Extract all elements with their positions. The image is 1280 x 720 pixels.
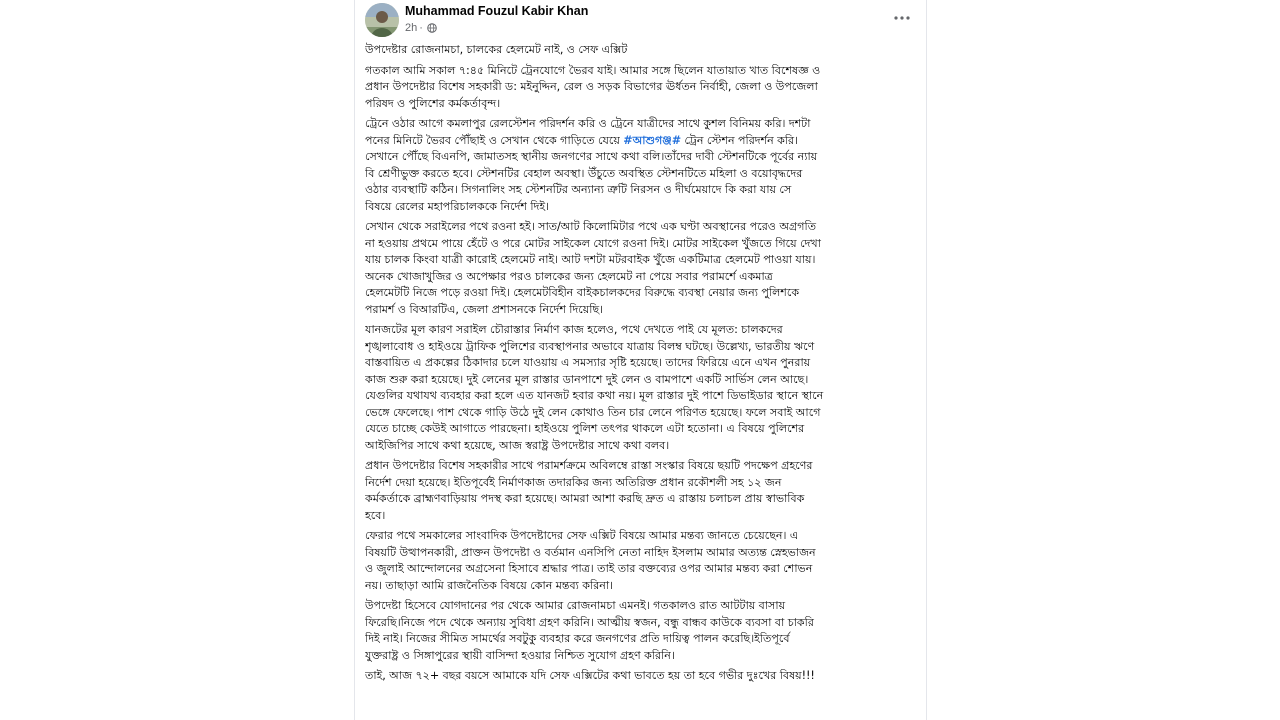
post-text-line: নয়। তাছাড়া আমি রাজনৈতিক বিষয়ে কোন মন্তব্য করিনা। — [365, 578, 613, 592]
post-text-line: ফেরার পথে সমকালের সাংবাদিক উপদেষ্টাদের সেফ এক্সিট বিষয়ে আমার মন্তব্য জানতে চেয়েছেন। এ — [365, 529, 799, 542]
post-meta — [405, 22, 437, 34]
post-paragraph — [365, 116, 917, 215]
post-text-line: দিই নাই। নিজের সীমিত সামর্থের সবটুকু ব্যবহার করে জনগণের প্রতি দায়িত্ব পালন করেছি।ইতিপূর্বে — [365, 632, 790, 645]
post-paragraph — [365, 528, 917, 594]
post-title — [365, 42, 917, 59]
meta-separator: · — [419, 22, 423, 34]
post-text-line: পরিষদ ও পুলিশের কর্মকর্তাবৃন্দ। — [365, 96, 501, 110]
post-text-line: শৃঙ্খলাবোধ ও হাইওয়ে ট্রাফিক পুলিশের ব্যবস্থাপনার অভাবে যাত্রায় বিলম্ব ঘটছে। উল্লেখ্য, ভারতীয় ঋণে — [365, 339, 815, 353]
post-text-line: বি শ্রেণীভুক্ত করতে হবে। স্টেশনটির বেহাল অবস্থা। উঁচুতে অবস্থিত স্টেশনটিতে মহিলা ও বয়োবৃদ্ধদের — [365, 166, 803, 180]
more-horizontal-icon — [894, 15, 910, 21]
post-text-line: হবে। — [365, 508, 386, 522]
post-text-line: না হওয়ায় প্রথমে পায়ে হেঁটে ও পরে মোটর সাইকেল যোগে রওনা দিই। মোটর সাইকেল খুঁজতে গিয়ে দেখা — [365, 236, 821, 250]
avatar-photo-icon — [365, 3, 399, 37]
post-text-line: প্রধান উপদেষ্টার বিশেষ সহকারী ড: মইনুদ্দিন, রেল ও সড়ক বিভাগের ঊর্ধতন নির্বাহী, জেলা ও উপজেলা — [365, 80, 818, 93]
hashtag-link[interactable]: #আশুগঞ্জ# — [623, 133, 682, 147]
post-text-line: প্রধান উপদেষ্টার বিশেষ সহকারীর সাথে পরামর্শক্রমে অবিলম্বে রাস্তা সংস্কার বিষয়ে ছয়টি পদক্ষেপ গ্রহণের — [365, 459, 813, 472]
post-text-line: ফিরেছি।নিজে পদে থেকে অন্যায় সুবিধা গ্রহণ করিনি। আত্মীয় স্বজন, বন্ধু বান্ধব কাউকে ব্যবসা বা চাকরি — [365, 615, 814, 629]
post-paragraph — [365, 322, 917, 454]
post-text-line: সেখানে পৌঁছে বিএনপি, জামাতসহ স্থানীয় জনগণের সাথে কথা বলি।তাঁদের দাবী স্টেশনটিকে পূর্বের ন্যায় — [365, 150, 818, 163]
post-body — [365, 42, 917, 689]
post-text-line: বাস্তবায়িত এ প্রকল্পের ঠিকাদার চলে যাওয়ায় এ সমস্যার সৃষ্টি হয়েছে। তাদের ফিরিয়ে এনে এখন পুনরায় — [365, 356, 811, 369]
post-paragraph — [365, 668, 917, 685]
post-text-line: সেখান থেকে সরাইলের পথে রওনা হই। সাত/আট কিলোমিটার পথে এক ঘণ্টা অবস্থানের পরেও অগ্রগতি — [365, 220, 816, 233]
post-text-line: ও জুলাই আন্দোলনের অগ্রসেনা হিসাবে শ্রদ্ধার পাত্র। তাই তার বক্তব্যের ওপর আমার মন্তব্য করা শোভন — [365, 562, 813, 575]
post-text-line: গতকাল আমি সকাল ৭:৪৫ মিনিটে ট্রেনযোগে ভৈরব যাই। আমার সঙ্গে ছিলেন যাতায়াত খাত বিশেষজ্ঞ ও — [365, 63, 821, 77]
post-text-line: পরামর্শ ও বিআরটিএ, জেলা প্রশাসনকে নির্দেশ দিয়েছি। — [365, 302, 604, 316]
facebook-post-card — [354, 0, 927, 720]
author-avatar[interactable] — [365, 3, 399, 37]
post-text-line: কাজ শুরু করা হয়েছে। দুই লেনের মূল রাস্তার ডানপাশে দুই লেন ও বামপাশে একটি সার্ভিস লেন আছে। — [365, 372, 809, 386]
post-paragraph — [365, 458, 917, 524]
post-text-line: আইজিপির সাথে কথা হয়েছে, আজ স্বরাষ্ট্র উপদেষ্টার সাথে কথা বলব। — [365, 438, 670, 452]
post-paragraph — [365, 219, 917, 318]
post-text-line: বিষয়ে রেলের মহাপরিচালককে নির্দেশ দিই। — [365, 199, 550, 213]
post-paragraph — [365, 598, 917, 664]
post-text-line: অনেক খোজাখুজির ও অপেক্ষার পরও চালকের জন্য হেলমেট না পেয়ে সবার পরামর্শে একমাত্র — [365, 269, 773, 283]
post-text-line: উপদেষ্টা হিসেবে যোগদানের পর থেকে আমার রোজনামচা এমনই। গতকালও রাত আটটায় বাসায় — [365, 599, 786, 612]
post-text-line: বিষয়টি উত্থাপনকারী, প্রাক্তন উপদেষ্টা ও বর্তমান এনসিপি নেতা নাহিদ ইসলাম আমার অত্যন্ত স্নেহভাজন — [365, 545, 816, 559]
post-text-line: যানজটের মূল কারণ সরাইল চৌরাস্তার নির্মাণ কাজ হলেও, পথে দেখতে পাই যে মূলত: চালকদের — [365, 323, 783, 336]
post-text-line: হেলমেটটি নিজে পড়ে রওয়া দিই। হেলমেটবিহীন বাইকচালকদের বিরুদ্ধে ব্যবস্থা নেয়ার জন্য পুলিশকে — [365, 286, 800, 299]
post-text-line: ভেঙ্গে ফেলেছে। পাশ থেকে গাড়ি উঠে দুই লেন কোথাও তিন চার লেনে পরিণত হয়েছে। ফলে সবাই আগে — [365, 405, 821, 419]
post-text-line: নির্দেশ দেয়া হয়েছে। ইতিপূর্বেই নির্মাণকাজ তদারকির জন্য অতিরিক্ত প্রধান রকৌশলী সহ ১২ জন — [365, 475, 782, 489]
post-text-line: তাই, আজ ৭২+ বছর বয়সে আমাকে যদি সেফ এক্সিটের কথা ভাবতে হয় তা হবে গভীর দুঃখের বিষয়!!! — [365, 669, 815, 682]
post-text-line: ওঠার ব্যবস্থাটি কঠিন। সিগনালিং সহ স্টেশনটির অন্যান্য ত্রুটি নিরসন ও দীর্ঘমেয়াদে কি করা যায় সে — [365, 183, 792, 196]
post-text-line: ট্রেনে ওঠার আগে কমলাপুর রেলস্টেশন পরিদর্শন করি ও ট্রেনে যাত্রীদের সাথে কুশল বিনিময় করি। দশটা — [365, 117, 811, 130]
globe-icon — [427, 23, 437, 33]
post-time[interactable]: 2h — [405, 22, 418, 34]
post-paragraphs — [365, 63, 917, 685]
post-text-line: যায় চালক কিংবা যাত্রী কারোই হেলমেট নাই। আট দশটা মটরবাইক খুঁজে একটিমাত্র হেলমেট পাওয়া যায়। — [365, 253, 816, 266]
post-title-line: উপদেষ্টার রোজনামচা, চালকের হেলমেট নাই, ও সেফ এক্সিট — [365, 43, 628, 56]
post-header — [355, 0, 927, 42]
post-text-line: পনের মিনিটে ভৈরব পৌঁছাই ও সেখান থেকে গাড়িতে যেয়ে #আশুগঞ্জ# ট্রেন স্টেশন পরিদর্শন করি। — [365, 133, 798, 147]
post-paragraph — [365, 63, 917, 113]
post-text-line: যুক্তরাষ্ট্র ও সিঙ্গাপুরের স্থায়ী বাসিন্দা হওয়ার নিশ্চিত সুযোগ গ্রহণ করিনি। — [365, 648, 675, 662]
post-text-line: যেতে চাচ্ছে কেউই আগাতে পারছেনা। হাইওয়ে পুলিশ তৎপর থাকলে এটা হতোনা। এ বিষয়ে পুলিশের — [365, 422, 805, 435]
more-options-button[interactable] — [890, 6, 914, 30]
author-name[interactable]: Muhammad Fouzul Kabir Khan — [405, 4, 589, 18]
post-text-line: কর্মকর্তাকে ব্রাহ্মণবাড়িয়ায় পদস্থ করা হয়েছে। আমরা আশা করছি দ্রুত এ রাস্তায় চলাচল প্রায় স্বাভাবিক — [365, 492, 805, 505]
post-text-line: যেগুলির যথাযথ ব্যবহার করা হলে এত যানজট হবার কথা নয়। মূল রাস্তার দুই পাশে ডিভাইডার স্থানে স্থানে — [365, 389, 824, 402]
